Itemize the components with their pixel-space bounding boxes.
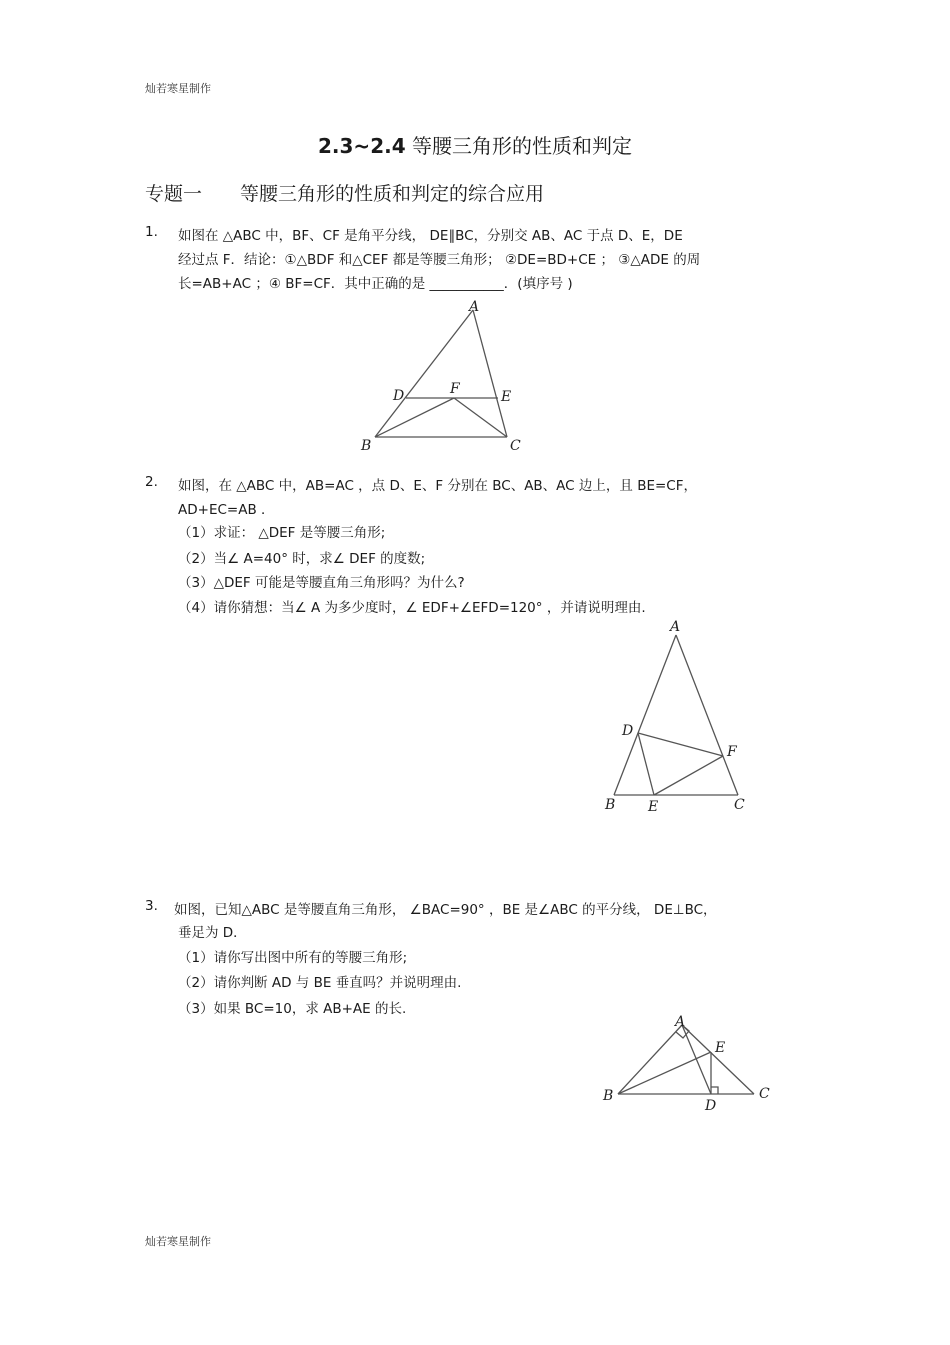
- q2-label-f: F: [727, 744, 737, 760]
- q2-line-6: （4）请你猜想：当∠ A 为多少度时，∠ EDF+∠EFD=120° ，并请说明理由.: [178, 600, 646, 616]
- q2-label-d: D: [622, 723, 634, 739]
- q2-label-c: C: [734, 797, 745, 813]
- page-header: 灿若寒星制作: [145, 82, 211, 95]
- q2-segment-de: [638, 733, 654, 795]
- q2-side-ab: [614, 635, 676, 795]
- q3-line-5: （3）如果 BC=10，求 AB+AE 的长.: [178, 1001, 407, 1017]
- q3-segment-ad: [682, 1025, 711, 1094]
- title-number: 2.3~2.4: [318, 134, 406, 158]
- q1-side-ac: [473, 310, 507, 437]
- q2-line-5: （3）△DEF 可能是等腰直角三角形吗？为什么?: [178, 575, 465, 591]
- q1-label-d: D: [393, 388, 405, 404]
- q3-line-4: （2）请你判断 AD 与 BE 垂直吗？并说明理由.: [178, 975, 462, 991]
- q1-side-ab: [375, 310, 473, 437]
- page-title: [0, 130, 950, 159]
- q3-label-d: D: [705, 1098, 717, 1114]
- page-footer: 灿若寒星制作: [145, 1235, 211, 1248]
- q2-line-2: AD+EC=AB ．: [178, 502, 275, 518]
- q1-label-c: C: [510, 438, 521, 454]
- q1-label-e: E: [501, 389, 512, 405]
- q3-side-ac: [682, 1025, 754, 1094]
- q1-segment-cf: [454, 398, 507, 437]
- q2-line-3: （1）求证： △DEF 是等腰三角形;: [178, 525, 386, 541]
- q1-line-2: 经过点 F．结论：①△BDF 和△CEF 都是等腰三角形； ②DE=BD+CE ； ③△ADE 的周: [178, 252, 701, 268]
- q3-line-3: （1）请你写出图中所有的等腰三角形;: [178, 950, 408, 966]
- q1-segment-bf: [375, 398, 454, 437]
- q1-line-3: 长=AB+AC ；④ BF=CF．其中正确的是 ___________．(填序号 ): [178, 276, 573, 292]
- q1-number: 1.: [145, 224, 158, 240]
- q2-side-ac: [676, 635, 738, 795]
- q3-side-ab: [618, 1025, 682, 1094]
- q1-line-1: 如图在 △ABC 中，BF、CF 是角平分线， DE∥BC，分别交 AB、AC 于点 D、E，DE: [178, 228, 683, 244]
- q3-line-2: 垂足为 D．: [178, 925, 247, 941]
- q2-segment-ef: [654, 756, 723, 795]
- q2-segment-df: [638, 733, 723, 756]
- q3-label-b: B: [603, 1088, 614, 1104]
- q2-line-1: 如图，在 △ABC 中，AB=AC ，点 D、E、F 分别在 BC、AB、AC 边上，且 BE=CF，: [178, 478, 697, 494]
- q2-label-b: B: [605, 797, 616, 813]
- q2-figure: [600, 615, 760, 820]
- q1-figure: [355, 295, 535, 460]
- q3-figure: [598, 1010, 778, 1120]
- q1-label-a: A: [469, 299, 480, 315]
- q2-label-e: E: [648, 799, 659, 815]
- q2-line-4: （2）当∠ A=40° 时，求∠ DEF 的度数;: [178, 551, 426, 567]
- topic-heading: 专题一 等腰三角形的性质和判定的综合应用: [145, 183, 545, 205]
- q3-segment-be: [618, 1052, 711, 1094]
- q3-label-e: E: [715, 1040, 726, 1056]
- q2-label-a: A: [670, 619, 681, 635]
- q3-line-1: 如图，已知△ABC 是等腰直角三角形， ∠BAC=90° ，BE 是∠ABC 的平分线， DE⊥BC，: [174, 902, 717, 918]
- q1-label-b: B: [361, 438, 372, 454]
- q1-label-f: F: [450, 381, 460, 397]
- q3-right-angle-d: [711, 1087, 718, 1094]
- title-text: 等腰三角形的性质和判定: [411, 134, 632, 158]
- q3-label-c: C: [759, 1086, 770, 1102]
- q3-label-a: A: [675, 1014, 686, 1030]
- q2-number: 2.: [145, 474, 158, 490]
- q3-number: 3.: [145, 898, 158, 914]
